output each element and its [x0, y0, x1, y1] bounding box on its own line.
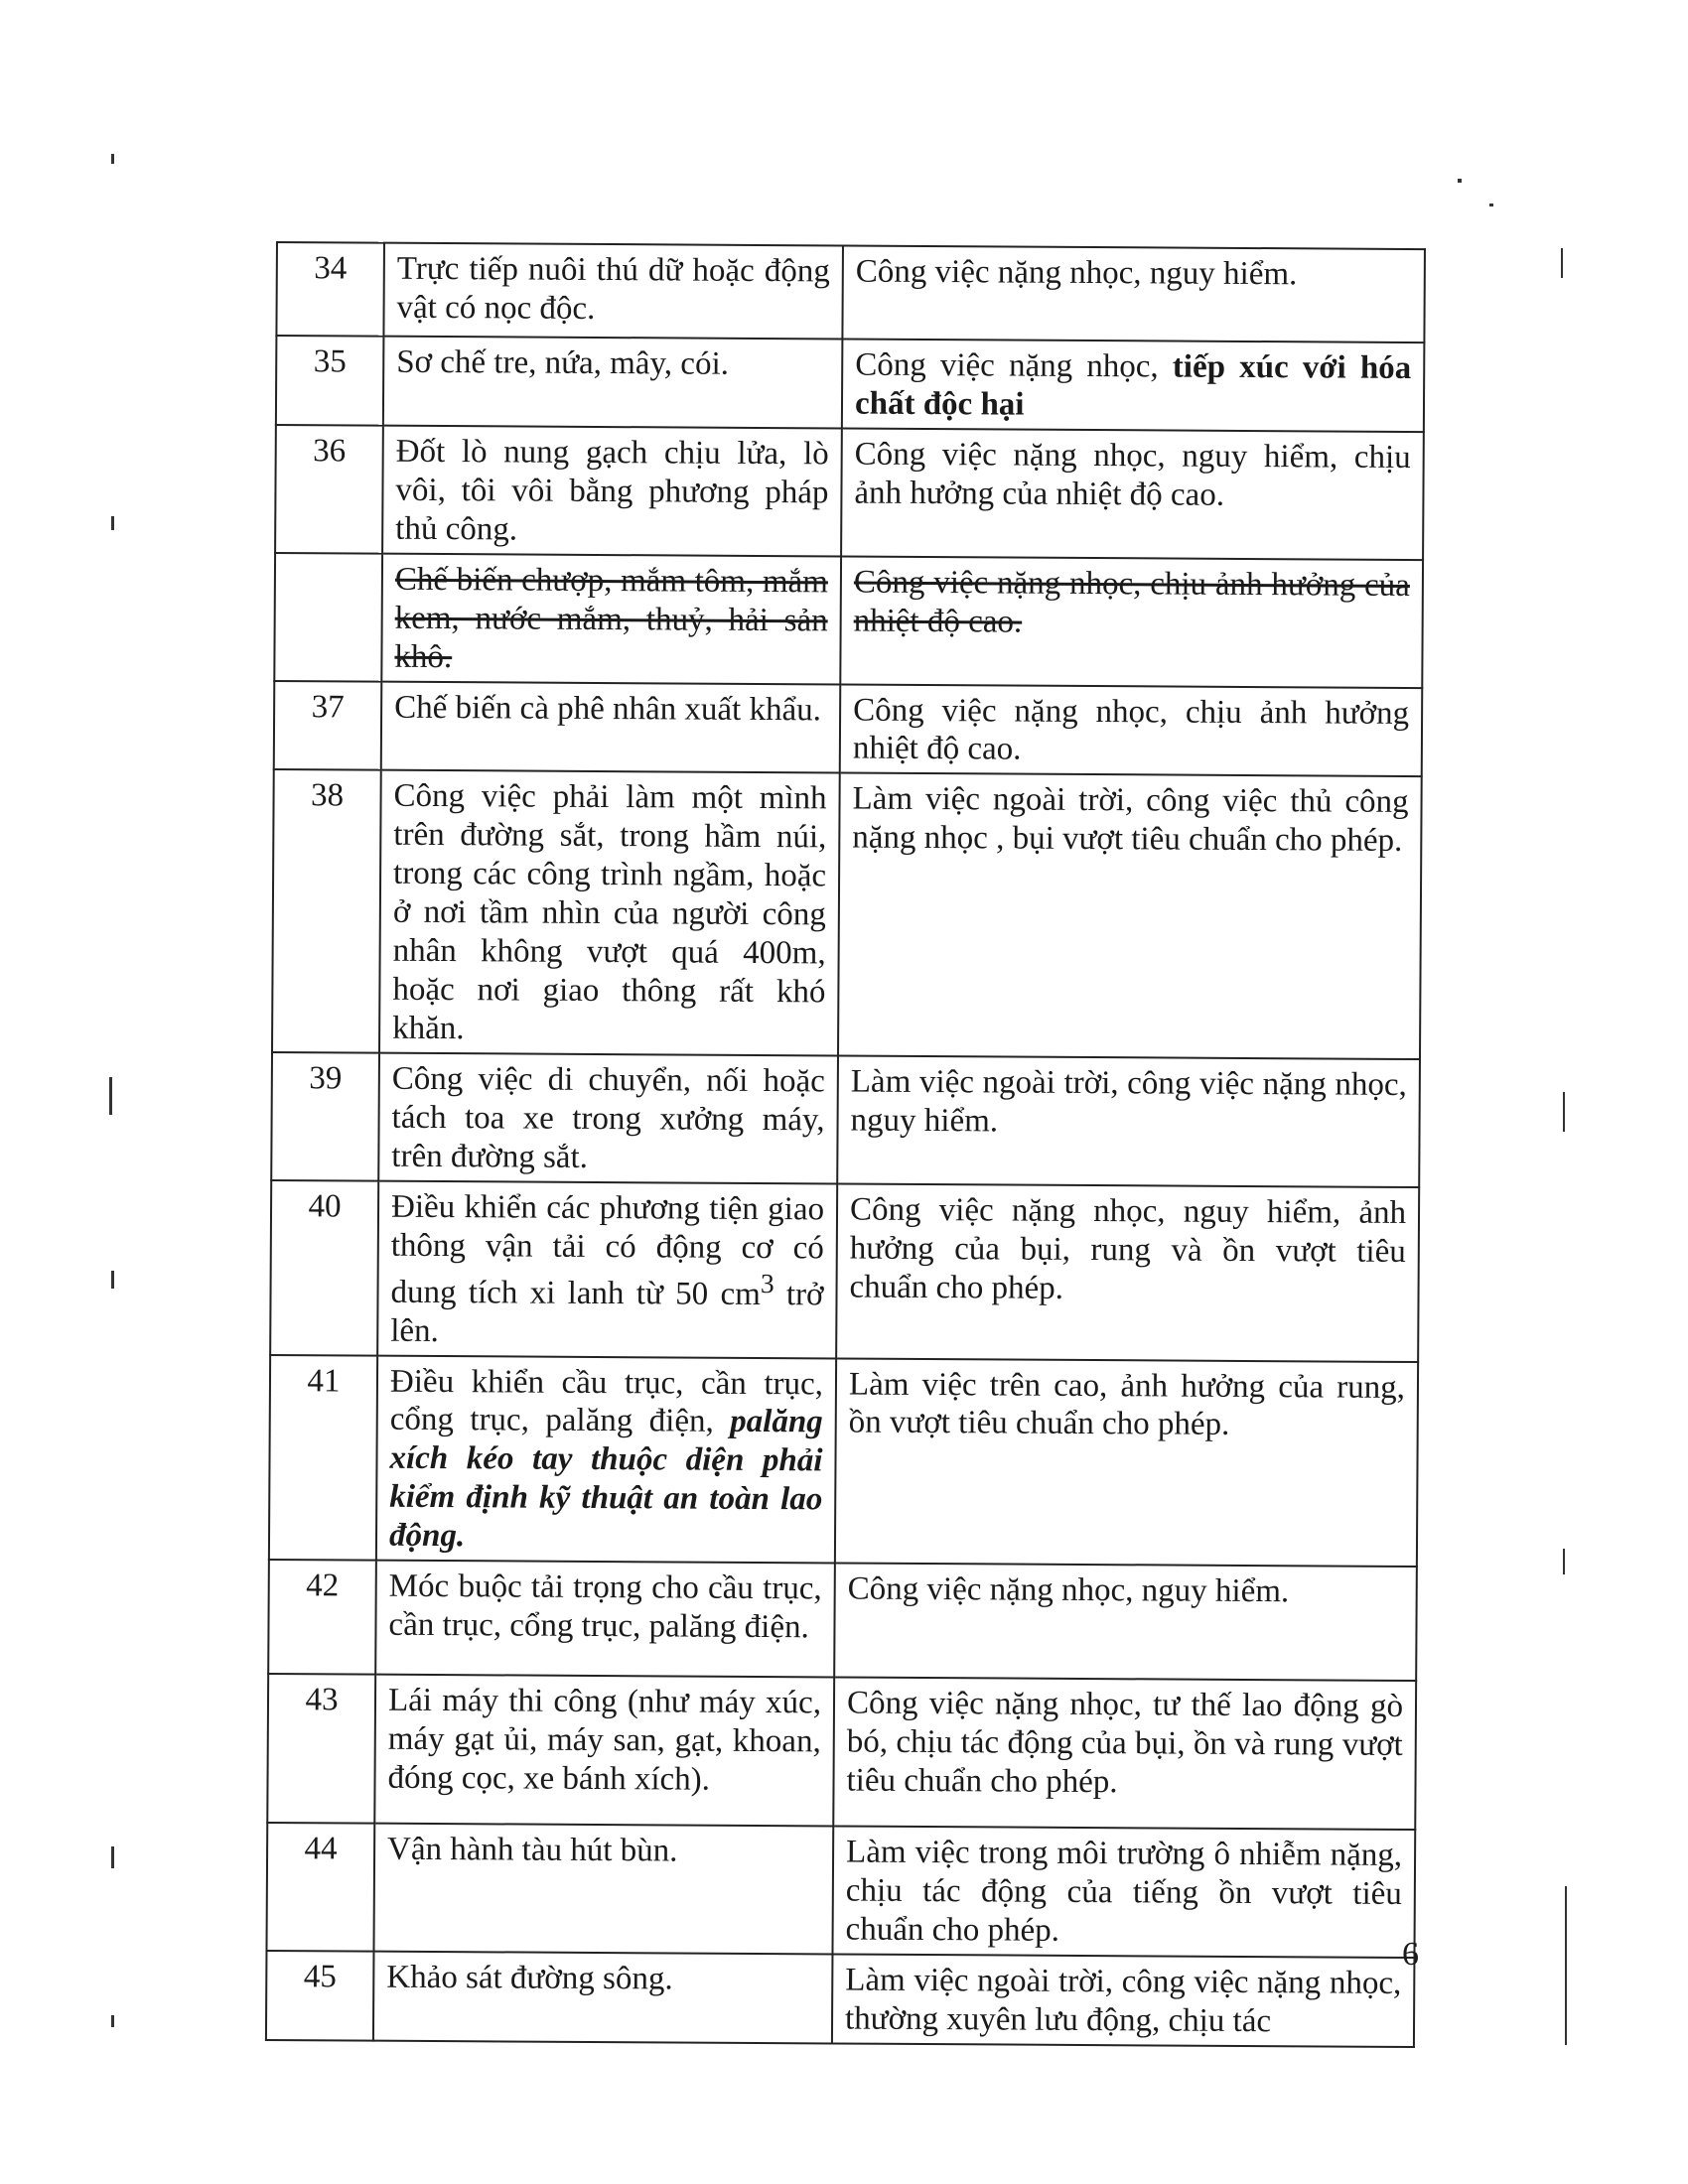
table-row: [268, 1560, 1417, 1681]
scan-artifact-right-2: [1563, 1092, 1565, 1132]
job-description: Công việc phải làm một mình trên đường sắt, trong hầm núi, trong các công trình ngầm, hoặc ở nơi tầm nhìn của người công nhân không vượt quá 400m, hoặc nơi giao thông rất khó khăn.: [379, 770, 840, 1055]
row-number: 40: [270, 1180, 378, 1355]
scan-artifact-left-2: [111, 516, 114, 530]
working-conditions: Công việc nặng nhọc, tư thế lao động gò bó, chịu tác động của bụi, ồn và rung vượt tiêu chuẩn cho phép.: [833, 1678, 1416, 1831]
job-description: Sơ chế tre, nứa, mây, cói.: [383, 337, 843, 429]
working-conditions: Làm việc trong môi trường ô nhiễm nặng, chịu tác động của tiếng ồn vượt tiêu chuẩn cho phép.: [832, 1827, 1415, 1958]
row-number: 36: [275, 425, 383, 553]
conditions-text: Công việc nặng nhọc,: [855, 346, 1173, 385]
row-number: 45: [266, 1951, 374, 2041]
job-emphasis-text: palăng xích kéo tay thuộc diện phải kiểm định kỹ thuật an toàn lao động.: [388, 1404, 823, 1555]
row-number: 39: [271, 1052, 379, 1180]
page-number: 6: [1402, 1936, 1419, 1973]
table-row: [266, 1823, 1415, 1958]
working-conditions: Công việc nặng nhọc, nguy hiểm.: [842, 245, 1425, 342]
job-description: [377, 1180, 837, 1358]
scan-artifact-right-5: [1458, 179, 1462, 183]
scan-artifact-left-3: [109, 1077, 112, 1115]
job-text-end: trở lên.: [390, 1276, 824, 1349]
working-conditions: Công việc nặng nhọc, nguy hiểm, chịu ảnh hưởng của nhiệt độ cao.: [841, 428, 1424, 559]
table-row: [270, 1180, 1419, 1362]
table-row: [275, 425, 1424, 560]
superscript: 3: [760, 1267, 774, 1298]
scan-artifact-right-4: [1565, 1886, 1567, 2045]
row-number: 34: [276, 242, 384, 337]
conditions-bold-text: tiếp xúc với hóa chất độc hại: [854, 348, 1412, 423]
working-conditions: Làm việc ngoài trời, công việc nặng nhọc, nguy hiểm.: [837, 1055, 1420, 1186]
table-row-struck: [274, 553, 1423, 688]
job-text: Điều khiển các phương tiện giao thông vận tải có động cơ có dung tích xi lanh từ 50 cm: [390, 1188, 825, 1312]
row-number: 42: [268, 1560, 376, 1675]
working-conditions-struck: Công việc nặng nhọc, chịu ảnh hưởng của nhiệt độ cao.: [840, 556, 1423, 687]
job-description: Chế biến cà phê nhân xuất khẩu.: [381, 681, 841, 773]
table-row: [272, 769, 1422, 1059]
working-conditions: Làm việc trên cao, ảnh hưởng của rung, ồn vượt tiêu chuẩn cho phép.: [835, 1358, 1418, 1567]
table-row: [266, 1951, 1415, 2047]
row-number: 38: [272, 769, 381, 1052]
table-row: [267, 1674, 1416, 1830]
job-description: Vận hành tàu hút bùn.: [373, 1824, 833, 1955]
job-description: Đốt lò nung gạch chịu lửa, lò vôi, tôi vôi bằng phương pháp thủ công.: [382, 426, 842, 557]
job-description: Khảo sát đường sông.: [373, 1952, 833, 2044]
scan-artifact-right-6: [1489, 204, 1493, 206]
row-number: 35: [276, 336, 384, 426]
job-description: [376, 1355, 836, 1564]
table-row: [271, 1052, 1420, 1187]
job-list-table: [265, 241, 1426, 2048]
scan-artifact-right-3: [1563, 1549, 1565, 1574]
scan-artifact-right-1: [1561, 248, 1563, 278]
scan-artifact-left-4: [111, 1271, 114, 1289]
job-description: Trực tiếp nuôi thú dữ hoặc động vật có nọc độc.: [383, 243, 843, 340]
working-conditions: Công việc nặng nhọc, chịu ảnh hưởng nhiệt độ cao.: [840, 684, 1423, 776]
row-number: 43: [267, 1674, 375, 1824]
row-number: 37: [274, 680, 382, 770]
table-row: [274, 680, 1423, 776]
job-text: Điều khiển cầu trục, cần trục, cổng trục, palăng điện,: [389, 1363, 824, 1440]
job-description: Móc buộc tải trọng cho cầu trục, cần trục, cổng trục, palăng điện.: [375, 1561, 835, 1678]
scan-artifact-left-6: [111, 2015, 114, 2027]
working-conditions: Làm việc ngoài trời, công việc thủ công nặng nhọc , bụi vượt tiêu chuẩn cho phép.: [838, 773, 1422, 1059]
working-conditions: Công việc nặng nhọc, nguy hiểm.: [834, 1564, 1417, 1682]
working-conditions: Công việc nặng nhọc, nguy hiểm, ảnh hưởng của bụi, rung và ồn vượt tiêu chuẩn cho phép.: [836, 1183, 1419, 1361]
job-description: Công việc di chuyển, nối hoặc tách toa xe trong xưởng máy, trên đường sắt.: [378, 1053, 838, 1184]
table-row: [276, 242, 1425, 342]
table-row: [269, 1354, 1418, 1567]
working-conditions: [842, 339, 1425, 431]
row-number: 44: [266, 1823, 374, 1951]
working-conditions: Làm việc ngoài trời, công việc nặng nhọc, thường xuyên lưu động, chịu tác: [832, 1954, 1415, 2046]
row-number: 41: [269, 1354, 377, 1560]
scan-artifact-left-1: [111, 154, 114, 164]
row-number: [274, 553, 382, 681]
job-description-struck: Chế biến chượp, mắm tôm, mắm kem, nước mắm, thuỷ, hải sản khô.: [381, 553, 841, 684]
job-description: Lái máy thi công (như máy xúc, máy gạt ủi, máy san, gạt, khoan, đóng cọc, xe bánh xích).: [374, 1675, 834, 1827]
scan-artifact-left-5: [111, 1846, 114, 1868]
table-row: [276, 336, 1425, 432]
